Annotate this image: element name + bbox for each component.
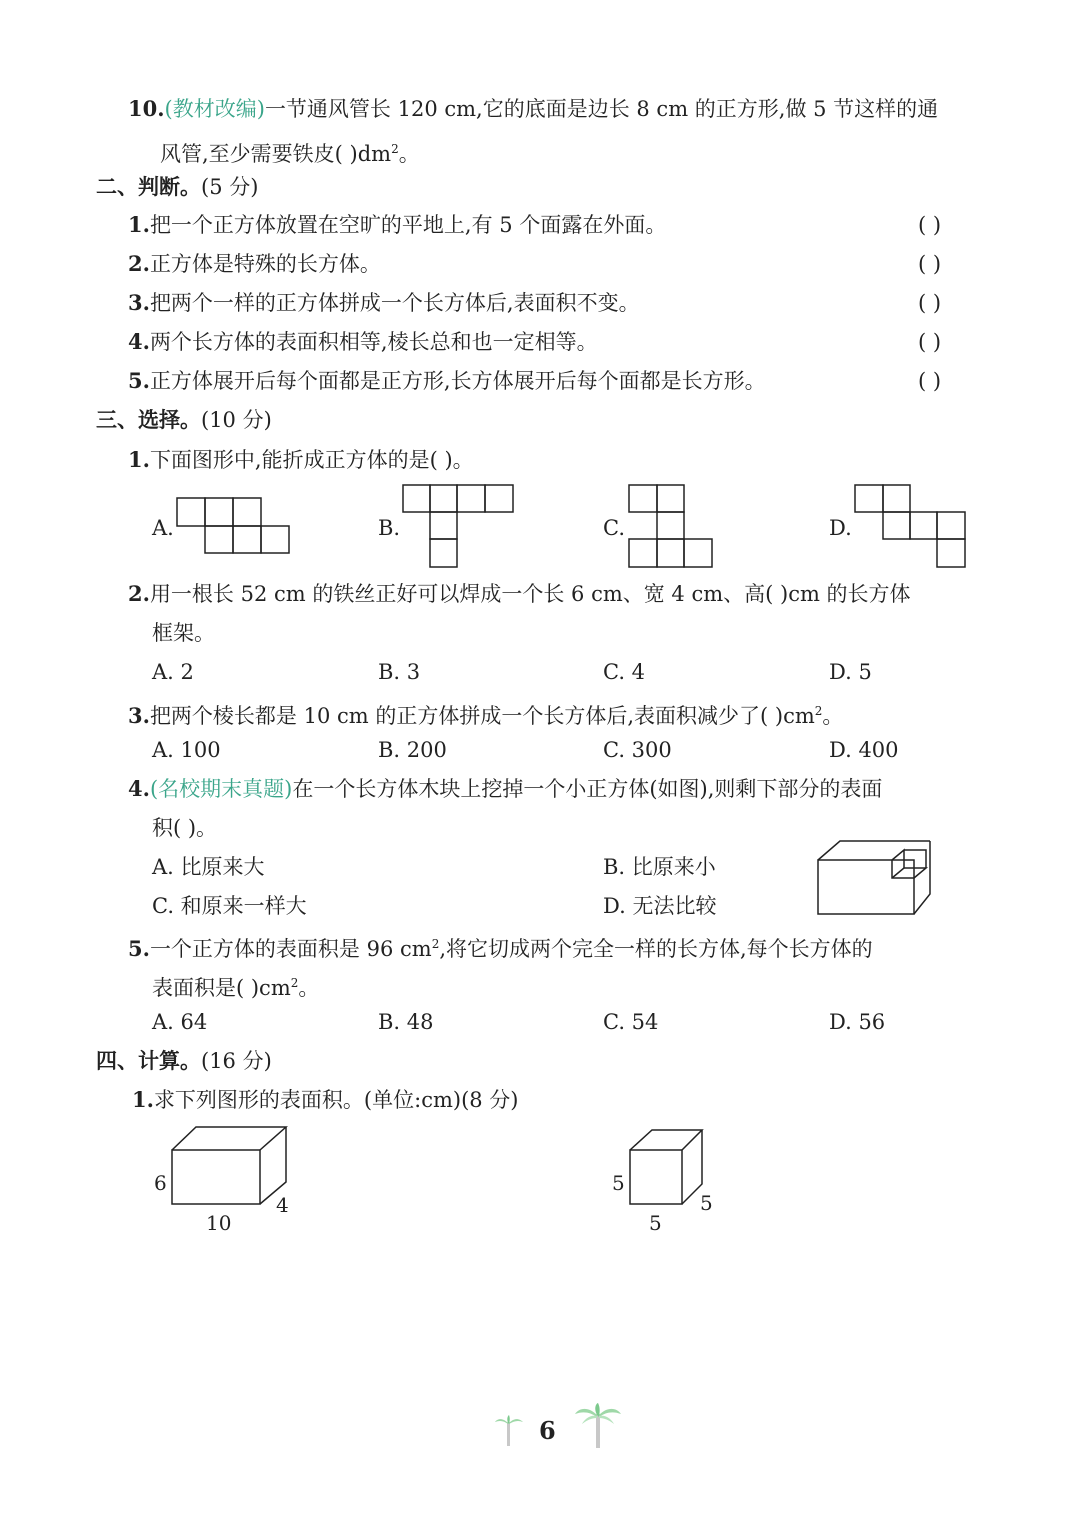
q10-line1: 10.(教材改编)一节通风管长 120 cm,它的底面是边长 8 cm 的正方形,做 5 节这样的通 (128, 96, 939, 121)
choice-q5-option-b[interactable]: B. 48 (378, 1010, 434, 1034)
cube-2-width-label: 5 (700, 1191, 713, 1215)
cuboid-1-height-label: 6 (154, 1171, 167, 1195)
calc-q1-text: 1.求下列图形的表面积。(单位:cm)(8 分) (132, 1087, 519, 1112)
cuboid-with-notch-figure (816, 838, 934, 918)
choice-q1-option-c[interactable]: C. (603, 516, 625, 540)
choice-q4-option-b[interactable]: B. 比原来小 (603, 855, 716, 879)
net-b-figure (402, 484, 514, 568)
cube-2-figure (628, 1128, 704, 1206)
choice-q3-option-d[interactable]: D. 400 (829, 738, 899, 762)
q10-source-tag: (教材改编) (164, 97, 265, 121)
judge-answer-1[interactable]: ( ) (918, 213, 942, 237)
net-a-figure (176, 497, 290, 555)
choice-q2-line2: 框架。 (152, 621, 215, 645)
cube-2-length-label: 5 (649, 1211, 662, 1235)
q10-line2: 风管,至少需要铁皮( )$dm^2$。 (160, 142, 420, 166)
choice-q5-line1: 5.一个正方体的表面积是 96 $cm^2$,将它切成两个完全一样的长方体,每个长方体的 (128, 936, 873, 961)
palm-tree-small-icon (494, 1414, 524, 1446)
choice-q5-option-a[interactable]: A. 64 (152, 1010, 208, 1034)
judge-answer-2[interactable]: ( ) (918, 252, 942, 276)
choice-q1-option-d[interactable]: D. (829, 516, 852, 540)
choice-q2-option-d[interactable]: D. 5 (829, 660, 872, 684)
choice-q3-text: 3.把两个棱长都是 10 cm 的正方体拼成一个长方体后,表面积减少了( )$cm^2$。 (128, 703, 844, 728)
cuboid-1-figure (168, 1124, 292, 1206)
palm-tree-large-icon (574, 1402, 622, 1448)
net-c-figure (628, 484, 714, 568)
choice-q2-option-b[interactable]: B. 3 (378, 660, 421, 684)
choice-q1-option-b[interactable]: B. (378, 516, 401, 540)
choice-q5-line2: 表面积是( )$cm^2$。 (152, 976, 320, 1000)
net-d-figure (854, 484, 966, 568)
judge-item-4: 4.两个长方体的表面积相等,棱长总和也一定相等。 (128, 329, 598, 354)
choice-q3-option-a[interactable]: A. 100 (152, 738, 221, 762)
choice-q1-text: 1.下面图形中,能折成正方体的是( )。 (128, 447, 474, 472)
section-4-heading: 四、计算。(16 分) (96, 1048, 272, 1073)
choice-q4-line2: 积( )。 (152, 816, 218, 840)
choice-q2-line1: 2.用一根长 52 cm 的铁丝正好可以焊成一个长 6 cm、宽 4 cm、高( )cm 的长方体 (128, 581, 911, 606)
judge-item-5: 5.正方体展开后每个面都是正方形,长方体展开后每个面都是长方形。 (128, 368, 766, 393)
choice-q4-option-d[interactable]: D. 无法比较 (603, 894, 717, 918)
section-2-heading: 二、判断。(5 分) (96, 174, 259, 199)
choice-q4-option-c[interactable]: C. 和原来一样大 (152, 894, 307, 918)
choice-q3-option-c[interactable]: C. 300 (603, 738, 672, 762)
choice-q5-option-d[interactable]: D. 56 (829, 1010, 886, 1034)
choice-q2-option-a[interactable]: A. 2 (152, 660, 194, 684)
judge-item-3: 3.把两个一样的正方体拼成一个长方体后,表面积不变。 (128, 290, 640, 315)
choice-q4-option-a[interactable]: A. 比原来大 (152, 855, 265, 879)
choice-q2-option-c[interactable]: C. 4 (603, 660, 646, 684)
judge-answer-4[interactable]: ( ) (918, 330, 942, 354)
cuboid-1-width-label: 4 (276, 1193, 289, 1217)
judge-answer-3[interactable]: ( ) (918, 291, 942, 315)
page-number: 6 (539, 1416, 556, 1445)
judge-item-2: 2.正方体是特殊的长方体。 (128, 251, 381, 276)
cube-2-height-label: 5 (612, 1171, 625, 1195)
cuboid-1-length-label: 10 (206, 1211, 232, 1235)
choice-q5-option-c[interactable]: C. 54 (603, 1010, 659, 1034)
choice-q3-option-b[interactable]: B. 200 (378, 738, 447, 762)
q4-source-tag: (名校期末真题) (149, 777, 293, 801)
section-3-heading: 三、选择。(10 分) (96, 407, 272, 432)
choice-q1-option-a[interactable]: A. (152, 516, 174, 540)
choice-q4-line1: 4.(名校期末真题)在一个长方体木块上挖掉一个小正方体(如图),则剩下部分的表面 (128, 776, 883, 801)
judge-item-1: 1.把一个正方体放置在空旷的平地上,有 5 个面露在外面。 (128, 212, 667, 237)
judge-answer-5[interactable]: ( ) (918, 369, 942, 393)
